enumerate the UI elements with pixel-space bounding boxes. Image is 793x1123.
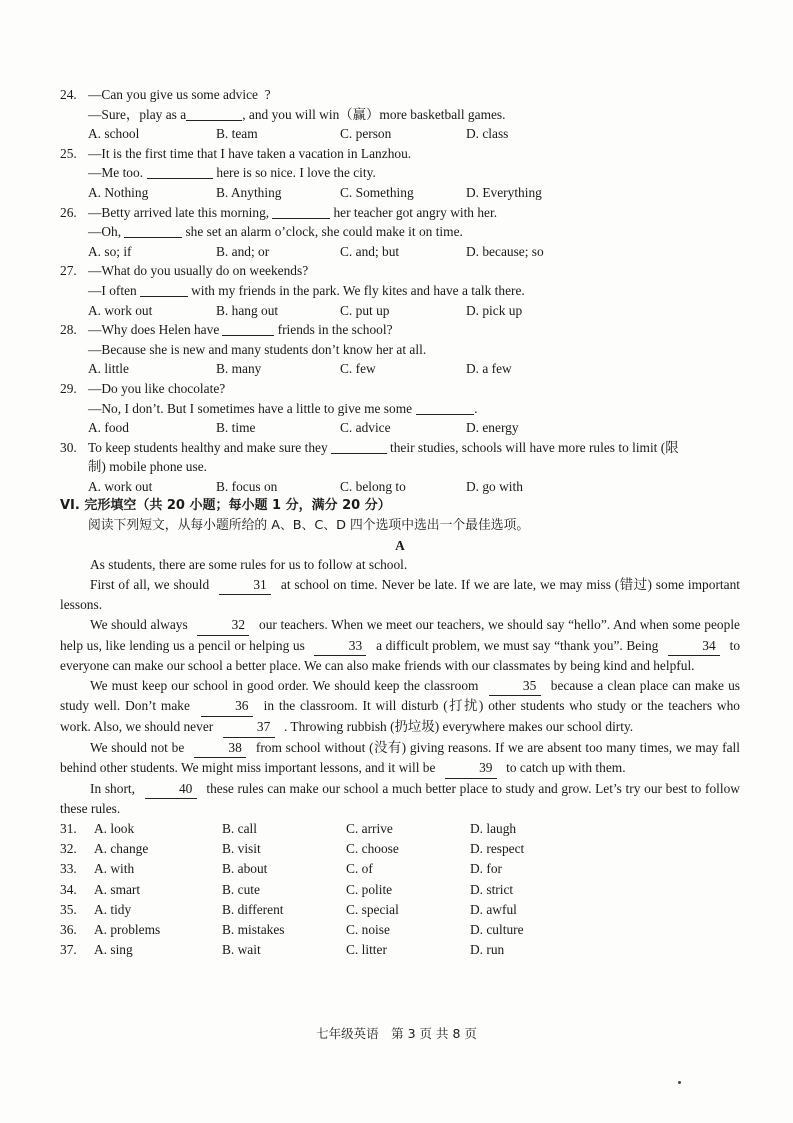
option-number: 32. <box>60 841 77 857</box>
passage-paragraph <box>60 676 740 738</box>
option-b[interactable]: B. Anything <box>216 184 282 200</box>
passage-text: As students, there are some rules for us to follow at school. <box>90 557 408 573</box>
question-24 <box>60 85 740 105</box>
passage-text: to everyone can make our school a better place. We can also make friends with our classmates by being kind and helpful. <box>60 637 741 674</box>
question-number: 28. <box>60 322 77 338</box>
cloze-blank-32[interactable]: 32 <box>197 615 249 636</box>
cloze-blank-31[interactable]: 31 <box>219 575 271 596</box>
option-d[interactable]: D. go with <box>466 478 523 494</box>
question-text: —Can you give us some advice ? <box>88 87 271 102</box>
option-number: 35. <box>60 901 77 917</box>
passage-text: our teachers. When we meet our teachers, we should say “hello”. And when some people help us, like lending us a pencil or helping us <box>60 617 740 653</box>
option-d[interactable]: D. awful <box>470 901 517 917</box>
cloze-passage <box>60 555 740 819</box>
cloze-blank-40[interactable]: 40 <box>145 779 197 800</box>
question-number: 27. <box>60 263 77 279</box>
option-a[interactable]: A. Nothing <box>88 184 149 200</box>
option-c[interactable]: C. litter <box>346 942 387 958</box>
option-d[interactable]: D. pick up <box>466 302 523 318</box>
option-a[interactable]: A. school <box>88 126 140 142</box>
option-c[interactable]: C. Something <box>340 184 414 200</box>
options-row <box>60 124 740 144</box>
question-line <box>60 222 740 242</box>
passage-text: We should not be <box>90 739 185 755</box>
option-a[interactable]: A. smart <box>94 881 141 897</box>
options-row <box>60 477 740 497</box>
question-number: 24. <box>60 87 77 102</box>
passage-text: from school without (没有) giving reasons. If we are absent too many times, we may fall behind other students. We might miss important lessons, and it will be <box>60 739 740 776</box>
option-a[interactable]: A. change <box>94 841 149 857</box>
option-d[interactable]: D. class <box>466 126 509 142</box>
question-text: —Sure，play as a <box>88 106 187 122</box>
passage-paragraph <box>60 555 740 575</box>
question-text: —Why does Helen have <box>88 322 220 338</box>
passage-text: to catch up with them. <box>506 760 626 776</box>
answer-blank[interactable] <box>186 106 242 121</box>
question-text: with my friends in the park. We fly kites and have a talk there. <box>187 282 525 298</box>
option-a[interactable]: A. problems <box>94 921 161 937</box>
option-c[interactable]: C. advice <box>340 420 391 436</box>
option-b[interactable]: B. different <box>222 901 284 917</box>
option-d[interactable]: D. laugh <box>470 820 517 836</box>
cloze-blank-34[interactable]: 34 <box>668 636 720 657</box>
option-d[interactable]: D. culture <box>470 921 524 937</box>
passage-text: because a clean place can make us study well. Don’t make <box>60 677 740 714</box>
passage-text: We should always <box>90 617 188 633</box>
option-a[interactable]: A. little <box>88 361 129 377</box>
option-b[interactable]: B. cute <box>222 881 260 897</box>
option-c[interactable]: C. noise <box>346 921 390 937</box>
section-title: VI. 完形填空（共 20 小题；每小题 1 分，满分 20 分） <box>60 498 391 514</box>
cloze-blank-35[interactable]: 35 <box>489 676 541 697</box>
cloze-option-row <box>60 940 740 960</box>
answer-blank[interactable] <box>147 164 213 179</box>
question-text: she set an alarm o’clock, she could make it on time. <box>182 224 463 240</box>
question-text: here is so nice. I love the city. <box>213 165 376 181</box>
cloze-option-row <box>60 859 740 879</box>
options-row <box>60 183 740 203</box>
passage-paragraph <box>60 779 740 819</box>
option-c[interactable]: C. few <box>340 361 376 377</box>
option-a[interactable]: A. work out <box>88 478 153 494</box>
question-text: her teacher got angry with her. <box>330 204 498 220</box>
question-line <box>60 105 740 125</box>
question-text: friends in the school? <box>274 322 393 338</box>
question-25 <box>60 144 740 164</box>
cloze-blank-38[interactable]: 38 <box>194 738 246 759</box>
option-a[interactable]: A. look <box>94 820 135 836</box>
option-b[interactable]: B. team <box>216 126 258 142</box>
question-line <box>60 457 740 477</box>
cloze-blank-39[interactable]: 39 <box>445 758 497 779</box>
exam-page <box>60 85 740 960</box>
option-a[interactable]: A. so; if <box>88 243 132 259</box>
option-c[interactable]: C. polite <box>346 881 393 897</box>
passage-label: A <box>395 537 405 553</box>
section-instruction: 阅读下列短文，从每小题所给的 A、B、C、D 四个选项中选出一个最佳选项。 <box>88 518 530 534</box>
passage-text: these rules can make our school a much better place to study and grow. Let’s try our best to follow these rules. <box>60 780 740 817</box>
passage-paragraph <box>60 738 740 779</box>
question-line <box>60 163 740 183</box>
option-b[interactable]: B. visit <box>222 841 261 857</box>
cloze-options <box>60 819 740 960</box>
page-footer: 七年级英语 第 3 页 共 8 页 <box>316 1026 477 1041</box>
answer-blank[interactable] <box>416 400 474 415</box>
question-text: 制) mobile phone use. <box>88 459 208 475</box>
option-c[interactable]: C. of <box>346 861 373 877</box>
option-a[interactable]: A. with <box>94 861 135 877</box>
passage-text: a difficult problem, we must say “thank you”. Being <box>376 637 659 653</box>
scan-speck <box>678 1081 681 1084</box>
question-text: . <box>474 400 478 416</box>
question-text: —Because she is new and many students don’t know her at all. <box>88 341 427 357</box>
option-a[interactable]: A. sing <box>94 942 133 958</box>
option-d[interactable]: D. run <box>470 942 505 958</box>
option-b[interactable]: B. many <box>216 361 262 377</box>
question-26 <box>60 203 740 223</box>
cloze-option-row <box>60 819 740 839</box>
question-number: 30. <box>60 439 77 455</box>
options-row <box>60 418 740 438</box>
question-27 <box>60 261 740 281</box>
question-line <box>60 281 740 301</box>
option-c[interactable]: C. and; but <box>340 243 400 259</box>
option-d[interactable]: D. energy <box>466 420 519 436</box>
cloze-option-row <box>60 839 740 859</box>
option-number: 31. <box>60 820 77 836</box>
passage-text: in the classroom. It will disturb (打扰) other students who study or the teachers who work. Also, we should never <box>60 698 740 734</box>
answer-blank[interactable] <box>272 204 330 219</box>
question-text: their studies, schools will have more rules to limit (限 <box>386 439 679 455</box>
question-line <box>60 399 740 419</box>
option-b[interactable]: B. wait <box>222 942 261 958</box>
question-number: 25. <box>60 145 77 161</box>
option-c[interactable]: C. put up <box>340 302 390 318</box>
option-b[interactable]: B. and; or <box>216 243 270 259</box>
question-28 <box>60 320 740 340</box>
answer-blank[interactable] <box>222 321 274 336</box>
question-text: —I often <box>88 282 137 298</box>
option-c[interactable]: C. person <box>340 126 392 142</box>
option-b[interactable]: B. focus on <box>216 478 278 494</box>
option-a[interactable]: A. food <box>88 420 129 436</box>
question-text: , and you will win（赢）more basketball games. <box>242 106 506 122</box>
question-text: —Do you like chocolate? <box>88 380 226 396</box>
question-number: 26. <box>60 204 77 220</box>
question-text: —Me too. <box>88 165 144 181</box>
passage-text: at school on time. Never be late. If we are late, we may miss (错过) some important lessons. <box>60 576 740 613</box>
passage-text: First of all, we should <box>90 576 210 592</box>
option-d[interactable]: D. because; so <box>466 243 544 259</box>
cloze-option-row <box>60 920 740 940</box>
question-30 <box>60 438 740 458</box>
cloze-blank-37[interactable]: 37 <box>223 717 275 738</box>
option-d[interactable]: D. a few <box>466 361 512 377</box>
option-c[interactable]: C. special <box>346 901 399 917</box>
passage-text: In short, <box>90 780 135 796</box>
option-d[interactable]: D. strict <box>470 881 514 897</box>
option-a[interactable]: A. tidy <box>94 901 132 917</box>
question-text: —What do you usually do on weekends? <box>88 263 309 279</box>
question-text: —Betty arrived late this morning, <box>88 204 270 220</box>
option-d[interactable]: D. respect <box>470 841 525 857</box>
option-number: 34. <box>60 881 77 897</box>
option-a[interactable]: A. work out <box>88 302 153 318</box>
passage-text: We must keep our school in good order. We should keep the classroom <box>90 677 479 693</box>
cloze-option-row <box>60 900 740 920</box>
cloze-option-row <box>60 880 740 900</box>
option-number: 33. <box>60 861 77 877</box>
question-text: To keep students healthy and make sure they <box>88 439 328 455</box>
option-d[interactable]: D. for <box>470 861 502 877</box>
passage-text: . Throwing rubbish (扔垃圾) everywhere makes our school dirty. <box>283 719 634 734</box>
question-text: —No, I don’t. But I sometimes have a little to give me some <box>88 400 413 416</box>
answer-blank[interactable] <box>124 223 182 238</box>
option-c[interactable]: C. belong to <box>340 478 406 494</box>
answer-blank[interactable] <box>140 282 188 297</box>
answer-blank[interactable] <box>331 439 387 454</box>
question-number: 29. <box>60 380 77 396</box>
question-text: —It is the first time that I have taken a vacation in Lanzhou. <box>88 145 412 161</box>
passage-paragraph <box>60 615 740 676</box>
options-row <box>60 242 740 262</box>
cloze-blank-36[interactable]: 36 <box>201 696 253 717</box>
option-b[interactable]: B. mistakes <box>222 921 285 937</box>
question-29 <box>60 379 740 399</box>
option-b[interactable]: B. about <box>222 861 268 877</box>
cloze-blank-33[interactable]: 33 <box>314 636 366 657</box>
option-b[interactable]: B. call <box>222 820 257 836</box>
passage-paragraph <box>60 575 740 615</box>
option-d[interactable]: D. Everything <box>466 184 542 200</box>
options-row <box>60 301 740 321</box>
option-c[interactable]: C. choose <box>346 841 399 857</box>
question-line <box>60 340 740 360</box>
option-number: 37. <box>60 942 77 958</box>
option-number: 36. <box>60 921 77 937</box>
options-row <box>60 359 740 379</box>
option-c[interactable]: C. arrive <box>346 820 393 836</box>
question-text: —Oh, <box>88 224 122 240</box>
option-b[interactable]: B. hang out <box>216 302 279 318</box>
option-b[interactable]: B. time <box>216 420 256 436</box>
